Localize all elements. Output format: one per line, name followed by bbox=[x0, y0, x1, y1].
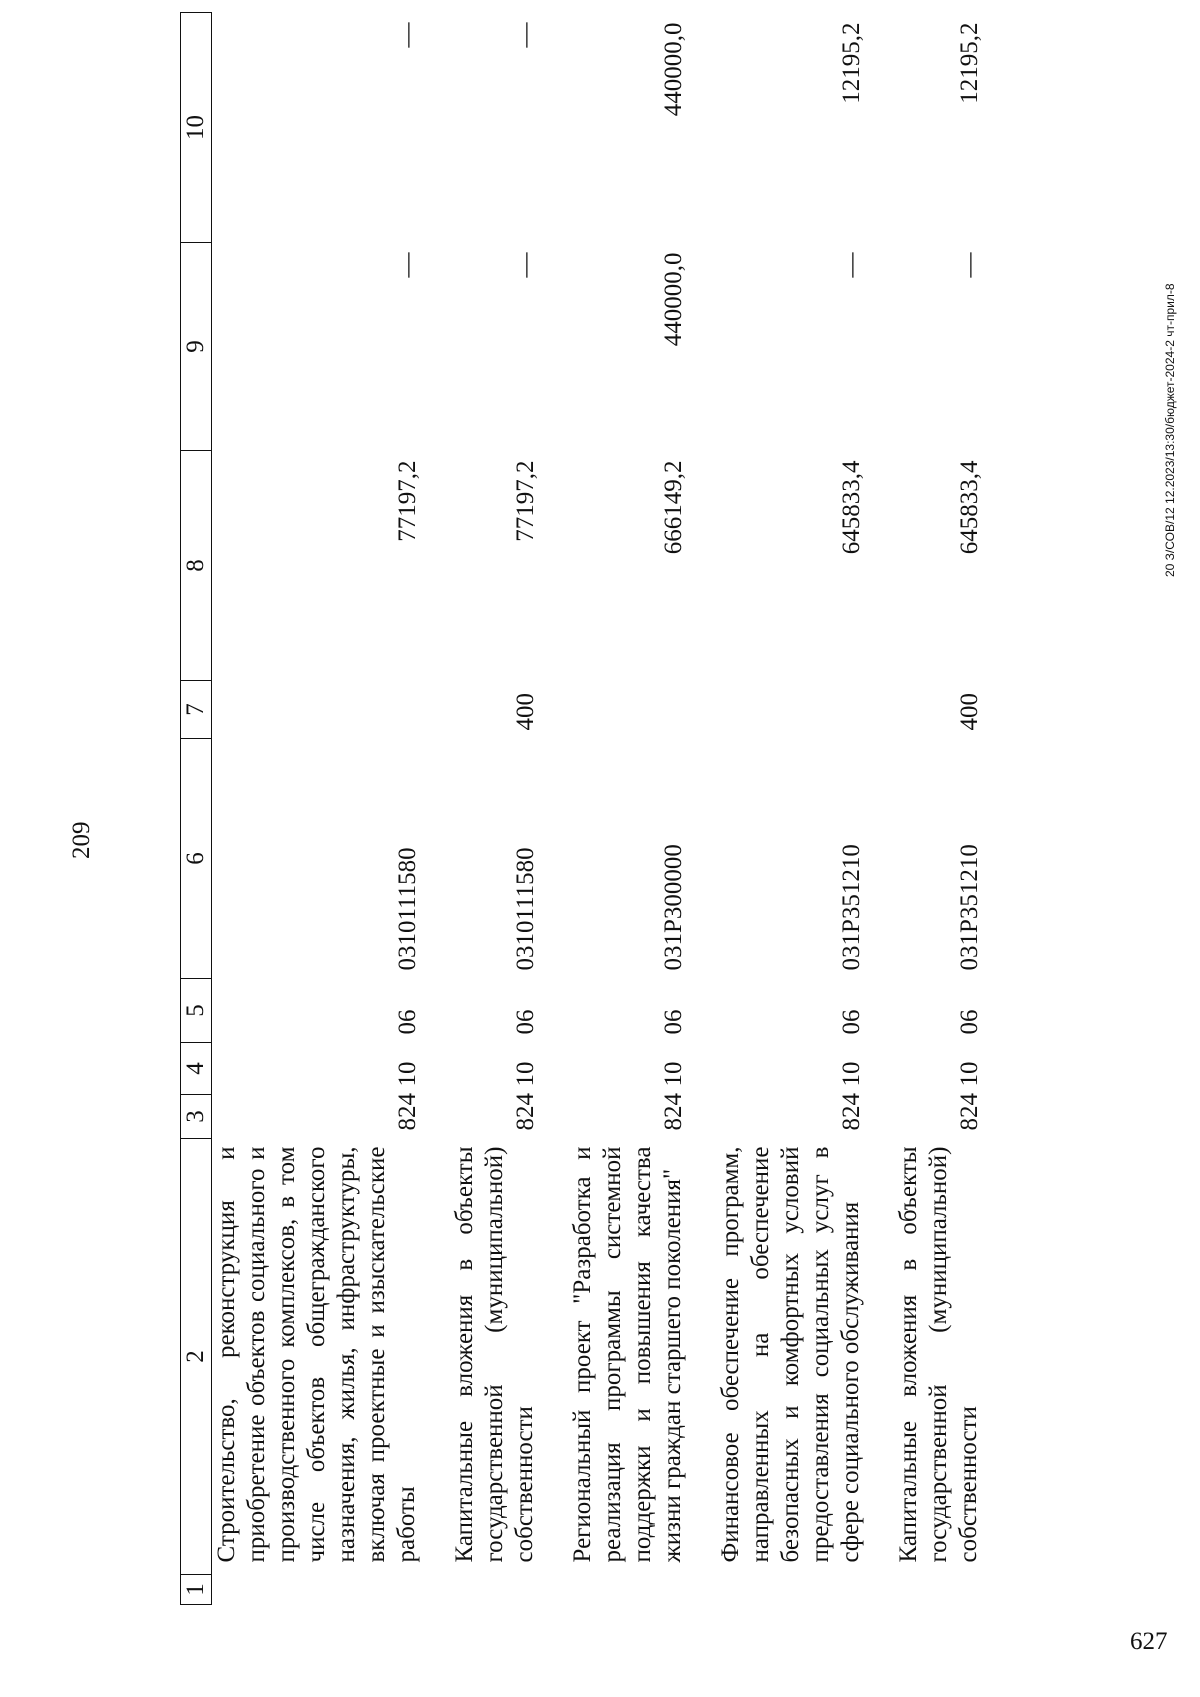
cell-col6: 031P351210 bbox=[956, 844, 983, 971]
cell-col8: 645833,4 bbox=[956, 460, 983, 555]
cell-col4: 10 bbox=[956, 1061, 983, 1087]
header-cell-9: 9 bbox=[181, 243, 212, 451]
row-description: Капитальные вложения в объекты государственной (муниципальной) собственности bbox=[895, 1146, 982, 1563]
row-index bbox=[450, 1575, 568, 1605]
cell-col9: — bbox=[394, 252, 421, 278]
cell-col6: 031P351210 bbox=[838, 844, 865, 971]
cell-col7 bbox=[212, 681, 451, 739]
header-row bbox=[181, 13, 212, 1605]
cell-col5: 06 bbox=[956, 1009, 983, 1035]
row-index bbox=[894, 1575, 1012, 1605]
cell-col4: 10 bbox=[512, 1061, 539, 1087]
cell-col3: 824 bbox=[838, 1093, 865, 1131]
corner-page-number: 627 bbox=[1130, 1628, 1168, 1655]
header-cell-7: 7 bbox=[181, 681, 212, 739]
header-cell-3: 3 bbox=[181, 1095, 212, 1139]
cell-col9: 440000,0 bbox=[660, 252, 687, 347]
cell-col10: 12195,2 bbox=[956, 22, 983, 104]
row-description: Региональный проект "Разработка и реализация программы системной поддержки и повышения качества жизни граждан старшего поколения" bbox=[569, 1146, 686, 1563]
cell-col10: 440000,0 bbox=[660, 22, 687, 117]
header-cell-2: 2 bbox=[181, 1139, 212, 1575]
cell-col7: 400 bbox=[956, 693, 983, 731]
cell-col8: 77197,2 bbox=[394, 460, 421, 542]
cell-col4: 10 bbox=[660, 1061, 687, 1087]
cell-col5: 06 bbox=[394, 1009, 421, 1035]
cell-col3: 824 bbox=[394, 1093, 421, 1131]
row-index bbox=[568, 1575, 716, 1605]
cell-col9: — bbox=[838, 252, 865, 278]
footer-code: 20 З/СОВ/12 12.2023/13:30/бюджет-2024-2 чт-прил-8 bbox=[1163, 283, 1177, 577]
row-description: Финансовое обеспечение программ, направленных на обеспечение безопасных и комфортных условий предоставления социальных услуг в сфере социального обслуживания bbox=[717, 1146, 864, 1563]
table-row bbox=[568, 13, 716, 1605]
header-cell-6: 6 bbox=[181, 739, 212, 979]
table-row bbox=[450, 13, 568, 1605]
header-cell-4: 4 bbox=[181, 1043, 212, 1095]
cell-col4: 10 bbox=[838, 1061, 865, 1087]
page-number: 209 bbox=[68, 821, 95, 859]
cell-col5: 06 bbox=[838, 1009, 865, 1035]
cell-col10: 12195,2 bbox=[838, 22, 865, 104]
cell-col7 bbox=[568, 681, 716, 739]
row-description: Капитальные вложения в объекты государственной (муниципальной) собственности bbox=[451, 1146, 538, 1563]
header-cell-5: 5 bbox=[181, 979, 212, 1043]
header-cell-8: 8 bbox=[181, 451, 212, 681]
row-index bbox=[716, 1575, 894, 1605]
table-row bbox=[894, 13, 1012, 1605]
table-row bbox=[212, 13, 451, 1605]
row-index bbox=[212, 1575, 451, 1605]
cell-col5: 06 bbox=[660, 1009, 687, 1035]
cell-col3: 824 bbox=[956, 1093, 983, 1131]
table-row bbox=[716, 13, 894, 1605]
cell-col6: 031P300000 bbox=[660, 844, 687, 971]
budget-table bbox=[180, 12, 1012, 1605]
cell-col6: 0310111580 bbox=[394, 847, 421, 971]
cell-col9: — bbox=[956, 252, 983, 278]
cell-col6: 0310111580 bbox=[512, 847, 539, 971]
header-cell-10: 10 bbox=[181, 13, 212, 243]
cell-col8: 666149,2 bbox=[660, 460, 687, 555]
cell-col7: 400 bbox=[512, 693, 539, 731]
cell-col10: — bbox=[394, 22, 421, 48]
cell-col3: 824 bbox=[660, 1093, 687, 1131]
cell-col3: 824 bbox=[512, 1093, 539, 1131]
cell-col7 bbox=[716, 681, 894, 739]
cell-col9: — bbox=[512, 252, 539, 278]
cell-col8: 645833,4 bbox=[838, 460, 865, 555]
row-description: Строительство, реконструкция и приобретение объектов социального и производственного комплексов, в том числе объектов общегражданского назначения, жилья, инфраструктуры, включая проектные и изыскательские работы bbox=[213, 1146, 420, 1563]
header-cell-1: 1 bbox=[181, 1575, 212, 1605]
cell-col5: 06 bbox=[512, 1009, 539, 1035]
cell-col10: — bbox=[512, 22, 539, 48]
cell-col8: 77197,2 bbox=[512, 460, 539, 542]
cell-col4: 10 bbox=[394, 1061, 421, 1087]
